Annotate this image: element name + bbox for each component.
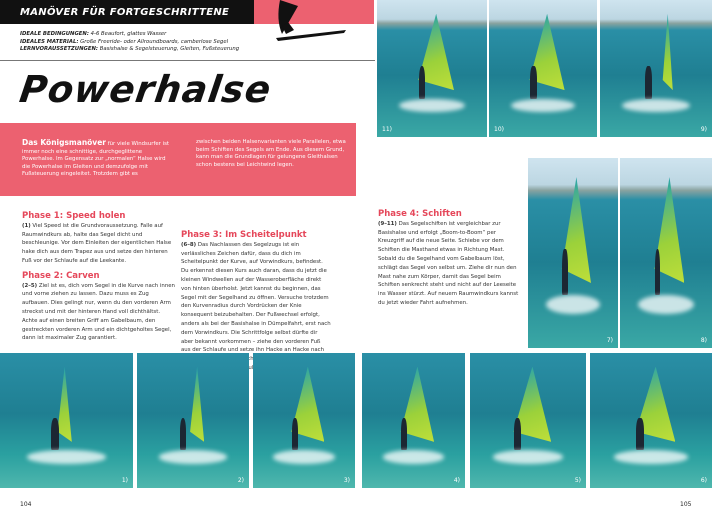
windsurfer-silhouette-icon (268, 0, 350, 50)
intro-text: für viele Windsurfer ist immer noch eine schnittige, durchgeglittene Powerhalse. Im Gegensatz zur „normalen“ Halse wird die Powerhalse im Gleiten und demzufolge mit Fußsteuerung eingeleitet. Trotzdem gibt es (22, 141, 170, 178)
phase-steps: (9–11) (378, 220, 397, 227)
photo-label: 8) (700, 337, 707, 344)
cond-label: IDEALES MATERIAL: (20, 38, 79, 45)
cond-label: LERNVORAUSSETZUNGEN: (20, 46, 99, 52)
photo-1 (0, 353, 133, 488)
phase-text: Das Nachlassen des Segelzugs ist ein verlässliches Zeichen dafür, dass du dich im Scheitelpunkt der Kurve, auf Vorwindkurs, befindest. Du erkennst diesen Kurs auch daran, dass du jetzt die kleinen Windwellen auf der Wasseroberfläche direkt von hinten überholst. Jetzt kannst du beginnen, das Segel mit der Segelhand zu öffnen. Versuche trotzdem den Kurvenradius durch Vordrücken der Knie konsequent beizubehalten. Der Fußwechsel erfolgt, anders als bei der Basishalse in Dümpelfahrt, erst nach dem Vorwindkurs. Die Schrittfolge selbst dürfte dir aber bekannt vorkommen – ziehe den vorderen Fuß aus der Schlaufe und setze ihn Hacke an Hacke nach wechselt (181, 241, 331, 363)
phase-text: Das Segelschiften ist vergleichbar zur Basishalse und erfolgt „Boom-to-Boom“ per Kreuzgriff auf die neue Seite. Schiebe vor dem Schiften die Masthand etwas in Richtung Mast. Sobald du die Segelhand vom Gabelbaum löst, schlägt das Segel von selbst um. Ziehe dir nun den Mast nahe zum Körper, damit das Segel beim Schiften senkrecht steht und nicht auf der Leeseite ins Wasser stürzt. Auf neuem Raumwindkurs kannst du jetzt wieder Fahrt aufnehmen. (378, 220, 519, 306)
photo-11 (377, 0, 487, 137)
cond-value: 4-6 Beaufort, glattes Wasser (90, 31, 167, 37)
intro-col-1 (22, 139, 172, 196)
phase-steps: (1) (22, 222, 31, 229)
phase-heading: Phase 1: Speed holen (22, 211, 126, 221)
divider (0, 60, 375, 61)
photo-label: 1) (121, 477, 128, 484)
cond-value: Basishalse & Segelsteuerung, Gleiten, Fußsteuerung (99, 46, 240, 52)
photo-5 (470, 353, 586, 488)
column-1 (22, 210, 175, 342)
column-3 (378, 155, 523, 308)
photo-10 (489, 0, 597, 137)
phase-text: Ziel ist es, dich vom Segel in die Kurve nach innen und vorne ziehen zu lassen. Dazu muss es Zug aufbauen. Dies gelingt nur, wenn du den vorderen Arm streckst und mit der hinteren Hand voll dichthältst. Achte auf einen breiten Griff am Gabelbaum, den gestreckten vorderen Arm und ein dichtgeholtes Segel, dann ist maximaler Zug garantiert. (22, 282, 175, 342)
phase-steps: (2–5) (22, 282, 38, 289)
column-2 (181, 212, 331, 363)
intro-lead: Das Königsmanöver (22, 138, 106, 147)
page-title: Powerhalse (16, 68, 275, 111)
photo-label: 4) (453, 477, 460, 484)
photo-label: 7) (606, 337, 613, 344)
cond-value: Große Freeride- oder Allroundboards, camberlose Segel (80, 38, 229, 45)
page-number-left: 104 (20, 501, 32, 508)
photo-9 (600, 0, 712, 137)
photo-label: 9) (700, 126, 707, 133)
photo-label: 10) (494, 126, 504, 133)
photo-label: 5) (574, 477, 581, 484)
phase-heading: Phase 4: Schiften (378, 209, 462, 219)
category-banner: MANÖVER FÜR FORTGESCHRITTENE (0, 0, 254, 24)
photo-label: 3) (343, 477, 350, 484)
phase-heading: Phase 2: Carven (22, 270, 100, 281)
photo-6 (590, 353, 712, 488)
photo-label: 2) (237, 477, 244, 484)
photo-4 (362, 353, 465, 488)
photo-label: 6) (700, 477, 707, 484)
page-number-right: 105 (680, 501, 692, 508)
photo-3 (253, 353, 355, 488)
phase-steps: (6–8) (181, 241, 197, 248)
phase-text: Viel Speed ist die Grundvoraussetzung. Falle auf Raumwindkurs ab, halte das Segel dicht und beschleunige. Vor dem Einleiten der eigentlichen Halse hake dich aus dem Trapez aus und setze den hinteren Fuß vor der Schlaufe auf die Leekante. (22, 222, 172, 264)
photo-8 (620, 158, 712, 348)
phase-heading: Phase 3: Im Scheitelpunkt (181, 230, 307, 240)
conditions-list (20, 31, 239, 54)
photo-2 (137, 353, 249, 488)
photo-7 (528, 158, 618, 348)
intro-col-2: zwischen beiden Halsenvarianten viele Parallelen, etwa beim Schiften des Segels am Ende. Aus diesem Grund, kann man die Grundlagen für gelungene Gleithalsen schon bestens bei Leichtwind legen. (196, 139, 346, 168)
cond-label: IDEALE BEDINGUNGEN: (20, 31, 89, 37)
photo-label: 11) (382, 126, 392, 133)
